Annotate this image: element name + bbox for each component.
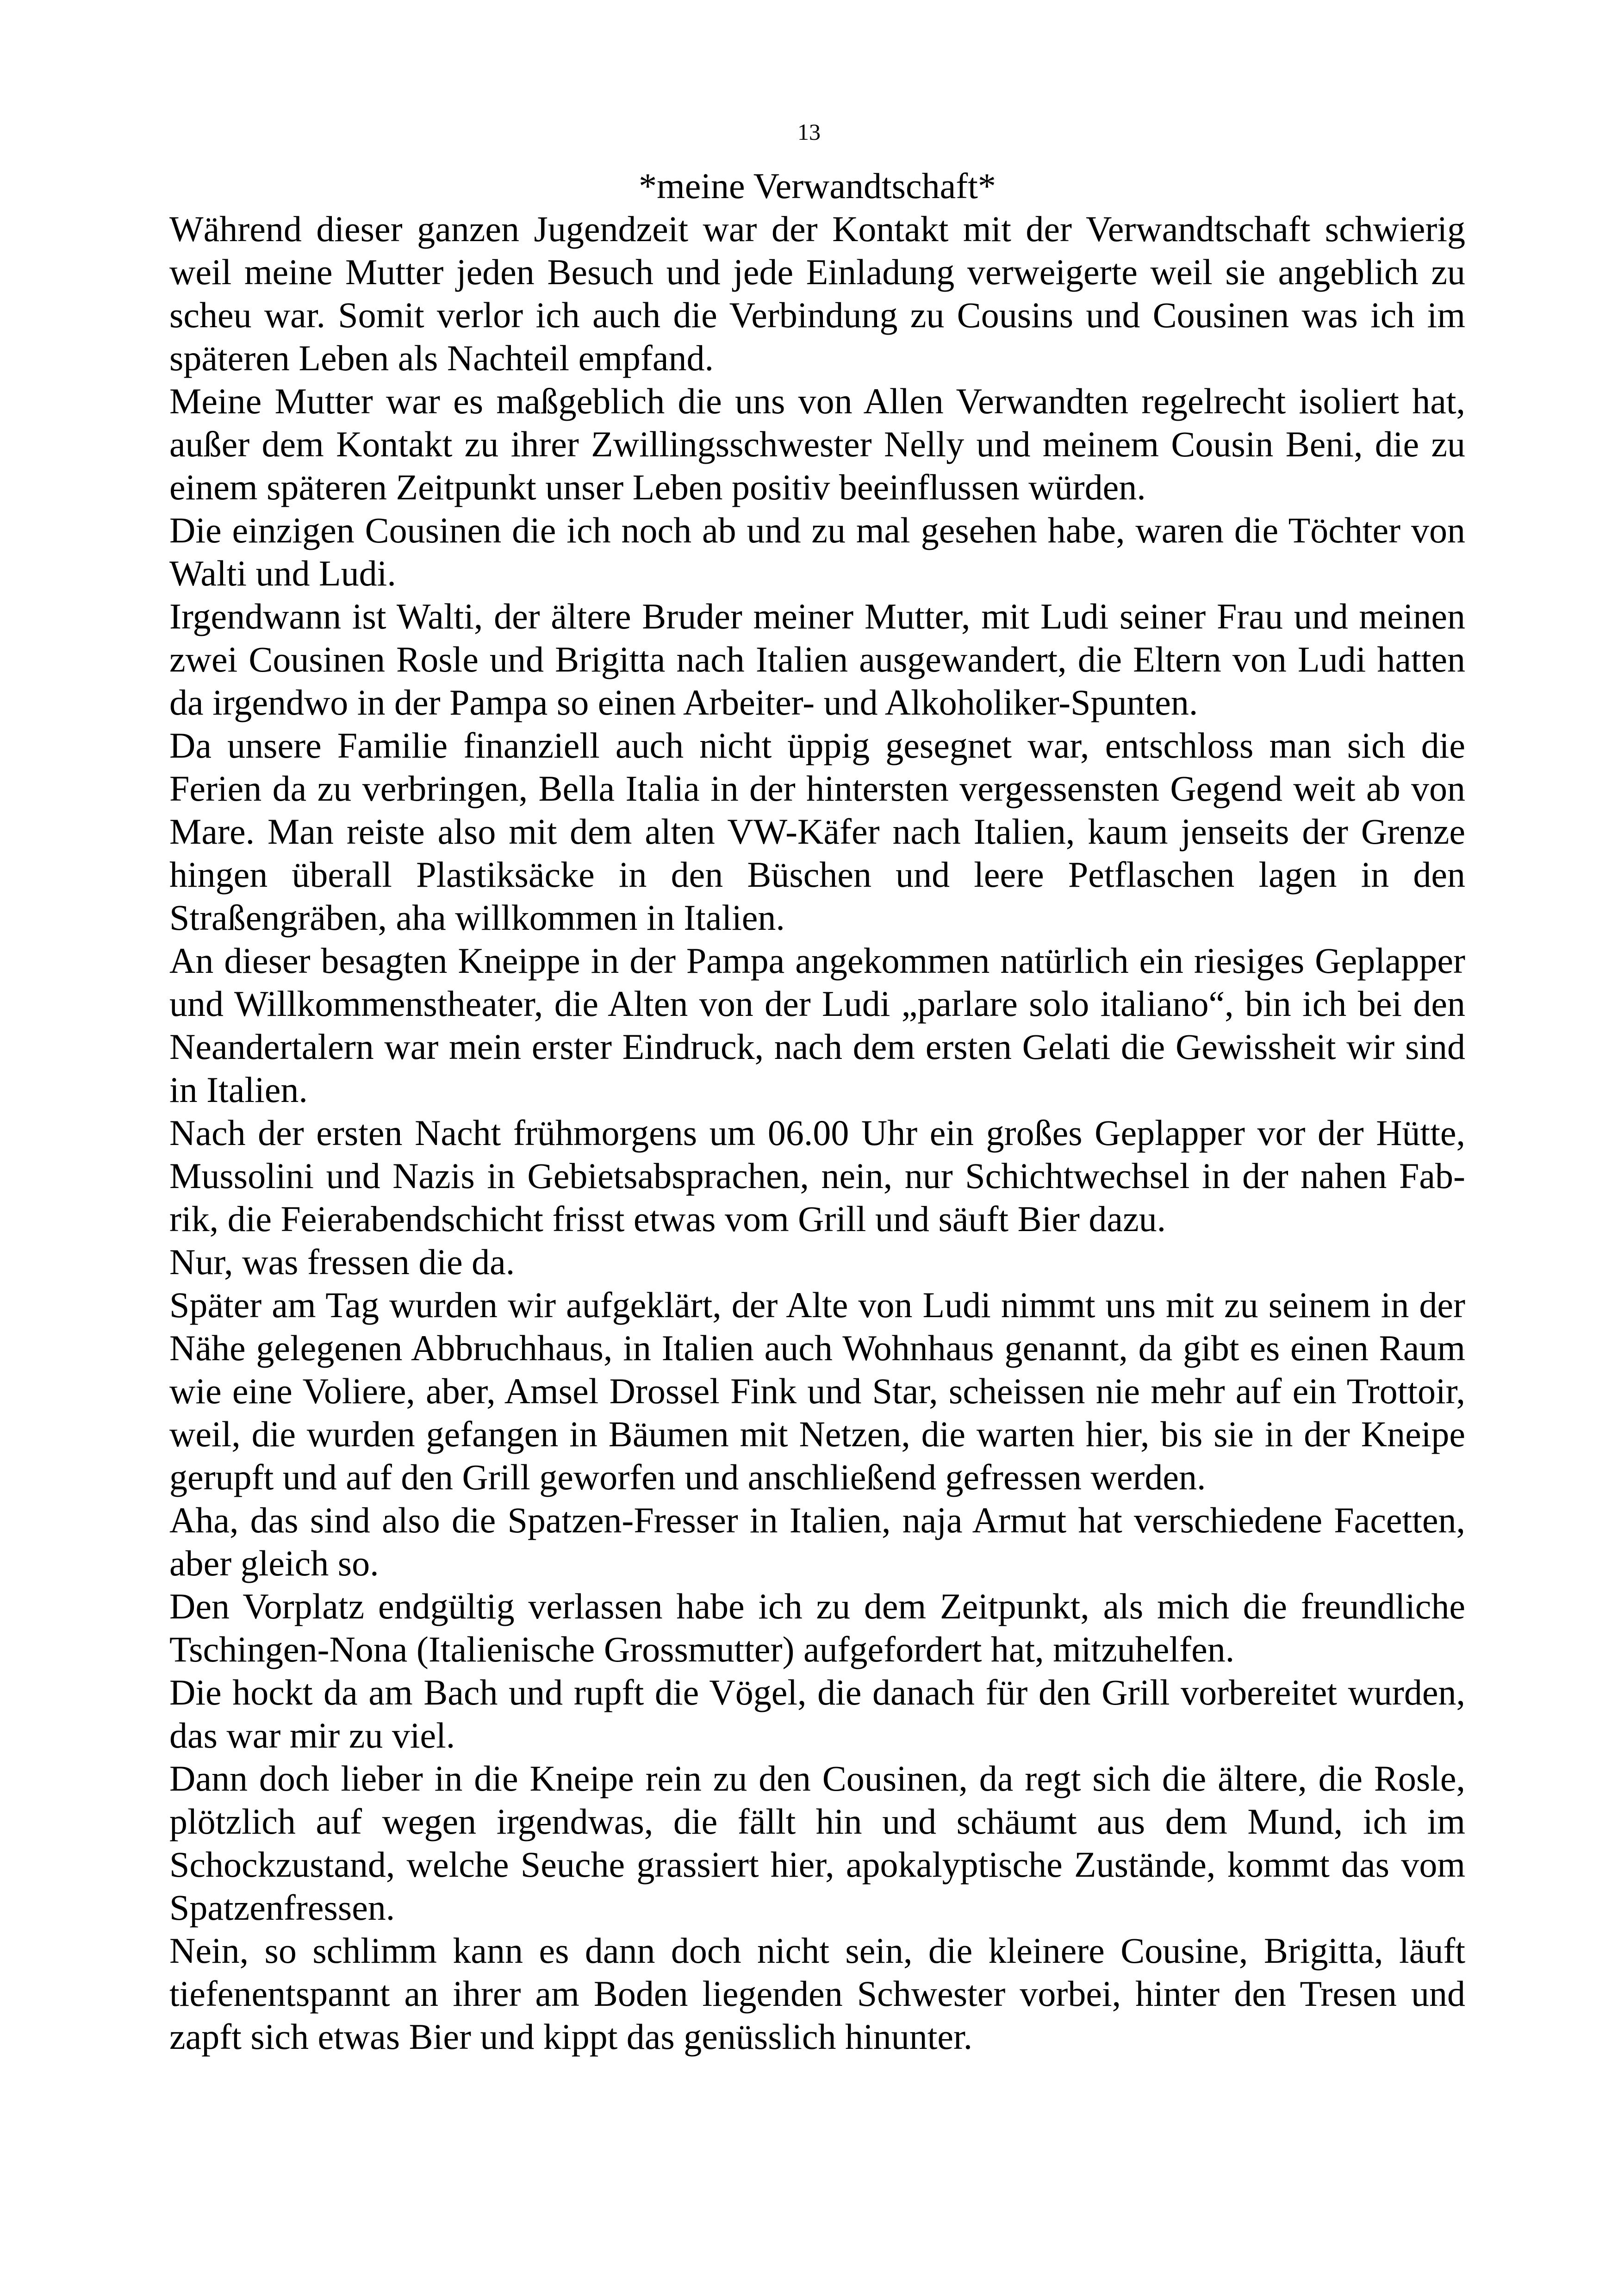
- paragraph: Die hockt da am Bach und rupft die Vögel, die danach für den Grill vorbereitet wurden, das war mir zu viel.: [169, 1672, 1465, 1755]
- paragraph: Während dieser ganzen Jugendzeit war der Kontakt mit der Verwandtschaft schwierig weil meine Mutter jeden Besuch und jede Einladung verweigerte weil sie angeblich zu scheu war. Somit verlor ich auch die Verbindung zu Cousins und Cousinen was ich im späteren Leben als Nachteil empfand.: [169, 209, 1465, 378]
- page-content: [169, 164, 1465, 2058]
- paragraph: Dann doch lieber in die Kneipe rein zu den Cousinen, da regt sich die ältere, die Rosle, plötzlich auf wegen irgendwas, die fällt hin und schäumt aus dem Mund, ich im Schockzustand, welche Seuche grassiert hier, apokalyptische Zustände, kommt das vom Spatzenfressen.: [169, 1758, 1465, 1928]
- paragraph: Später am Tag wurden wir aufgeklärt, der Alte von Ludi nimmt uns mit zu seinem in der Nähe gelegenen Abbruchhaus, in Italien auch Wohnhaus genannt, da gibt es einen Raum wie eine Voliere, aber, Amsel Drossel Fink und Star, scheissen nie mehr auf ein Trottoir, weil, die wurden gefangen in Bäumen mit Netzen, die warten hier, bis sie in der Kneipe gerupft und auf den Grill geworfen und anschließend gefressen werden.: [169, 1285, 1465, 1497]
- paragraph: Meine Mutter war es maßgeblich die uns von Allen Verwandten regelrecht isoliert hat, außer dem Kontakt zu ihrer Zwillingsschwester Nelly und meinem Cousin Beni, die zu einem späteren Zeitpunkt unser Leben positiv beeinflussen würden.: [169, 381, 1465, 507]
- paragraph: An dieser besagten Kneippe in der Pampa angekommen natürlich ein riesiges Geplapper und Willkommenstheater, die Alten von der Ludi „parlare solo italiano“, bin ich bei den Neandertalern war mein erster Eindruck, nach dem ersten Gelati die Gewissheit wir sind in Italien.: [169, 940, 1465, 1110]
- chapter-title: *meine Verwandtschaft*: [639, 166, 996, 206]
- paragraph: Aha, das sind also die Spatzen-Fresser in Italien, naja Armut hat verschiedene Facetten, aber gleich so.: [169, 1500, 1465, 1583]
- page-number: 13: [797, 119, 821, 145]
- paragraph: Irgendwann ist Walti, der ältere Bruder meiner Mutter, mit Ludi seiner Frau und meinen zwei Cousinen Rosle und Brigitta nach Italien ausgewandert, die Eltern von Ludi hatten da irgendwo in der Pampa so einen Arbeiter- und Alkoholiker-Spunten.: [169, 596, 1465, 722]
- paragraph: Nach der ersten Nacht frühmorgens um 06.00 Uhr ein großes Geplapper vor der Hütte, Mussolini und Nazis in Gebietsabsprachen, nein, nur Schichtwechsel in der nahen Fabrik, die Feierabendschicht frisst etwas vom Grill und säuft Bier dazu.: [169, 1113, 1465, 1239]
- paragraph: Den Vorplatz endgültig verlassen habe ich zu dem Zeitpunkt, als mich die freundliche Tschingen-Nona (Italienische Grossmutter) aufgefordert hat, mitzuhelfen.: [169, 1586, 1465, 1669]
- paragraph: Da unsere Familie finanziell auch nicht üppig gesegnet war, entschloss man sich die Ferien da zu verbringen, Bella Italia in der hintersten vergessensten Gegend weit ab von Mare. Man reiste also mit dem alten VW-Käfer nach Italien, kaum jenseits der Grenze hingen überall Plastiksäcke in den Büschen und leere Petflaschen lagen in den Straßengräben, aha willkommen in Italien.: [169, 725, 1465, 938]
- paragraph: Nur, was fressen die da.: [169, 1242, 515, 1282]
- paragraph: Nein, so schlimm kann es dann doch nicht sein, die kleinere Cousine, Brigitta, läuft tiefenentspannt an ihrer am Boden liegenden Schwester vorbei, hinter den Tresen und zapft sich etwas Bier und kippt das genüsslich hinunter.: [169, 1930, 1465, 2057]
- paragraph: Die einzigen Cousinen die ich noch ab und zu mal gesehen habe, waren die Töchter von Walti und Ludi.: [169, 510, 1465, 593]
